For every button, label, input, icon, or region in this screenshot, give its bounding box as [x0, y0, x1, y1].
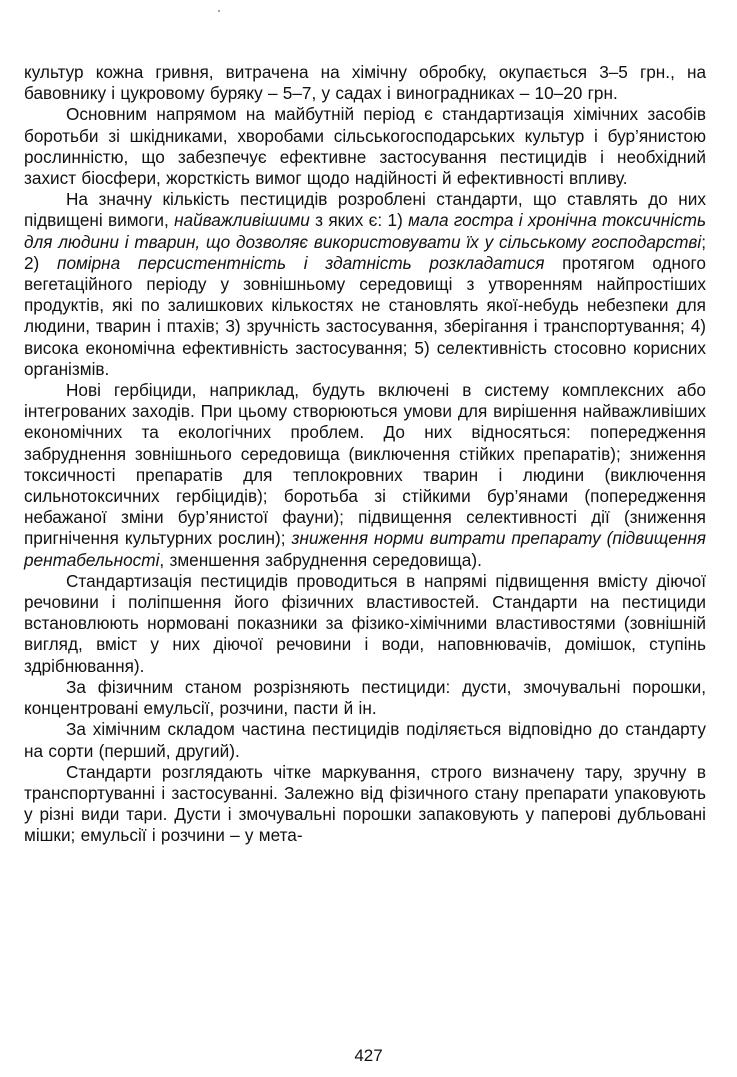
- text-run: Нові гербіциди, наприклад, будуть включені в систему комплексних або інтегрованих заходів. При цьому створюються умови для вирішення найважливіших економічних та екологічних проблем. До них відносяться: попередження забруднення зовнішнього середовища (виключення стійких препаратів); зниження токсичності препаратів для теплокровних тварин і людини (виключення сильнотоксичних гербіцидів); боротьба зі стійкими бур’янами (попередження небажаної зміни бур’янистої фауни); підвищення селективності дії (зниження пригнічення культурних рослин);: [24, 380, 706, 549]
- text-run: Основним напрямом на майбутній період є стандартизація хімічних засобів боротьби зі шкідниками, хворобами сільськогосподарських культур і бур’янистою рослинністю, що забезпечує ефективне застосування пестицидів і необхідний захист біосфери, жорсткість вимог щодо надійності й ефективності впливу.: [24, 104, 706, 189]
- paragraph: [24, 189, 706, 380]
- text-run: За хімічним складом частина пестицидів поділяється відповідно до стандарту на сорти (перший, другий).: [24, 719, 706, 761]
- paragraph: [24, 380, 706, 571]
- italic-text: зниження норми витрати препарату (підвищення рентабельності: [24, 528, 706, 570]
- italic-text: помірна персистентність і здатність розкладатися: [56, 252, 545, 273]
- paragraph: [24, 762, 706, 847]
- text-run: , зменшення забруднення середовища).: [159, 549, 482, 570]
- scan-speck: [218, 10, 220, 12]
- page-number: 427: [354, 1046, 383, 1065]
- paragraph: [24, 719, 706, 761]
- text-run: культур кожна гривня, витрачена на хімічну обробку, окупається 3–5 грн., на бавовнику і цукровому буряку – 5–7, у садах і виноградниках – 10–20 грн.: [24, 62, 706, 104]
- text-run: Стандарти розглядають чітке маркування, строго визначену тару, зручну в транспортуванні і застосуванні. Залежно від фізичного стану препарати упаковують у різні види тари. Дусти і змочувальні порошки запаковують у паперові дубльовані мішки; емульсії і розчини – у мета-: [24, 761, 706, 846]
- text-run: На значну кількість пестицидів розроблені стандарти, що ставлять до них підвищені вимоги,: [24, 189, 706, 231]
- text-run: ; 2): [24, 231, 706, 273]
- paragraph: [24, 104, 706, 189]
- text-run: За фізичним станом розрізняють пестициди: дусти, змочувальні порошки, концентровані емульсії, розчини, пасти й ін.: [24, 676, 706, 719]
- italic-text: мала гостра і хронічна токсичність для людини і тварин, що дозволяє використовувати їх у сільському господарстві: [24, 210, 707, 252]
- text-run: Стандартизація пестицидів проводиться в напрямі підвищення вмісту діючої речовини і поліпшення його фізичних властивостей. Стандарти на пестициди встановлюють нормовані показники за фізико-хімічними властивостями (зовнішній вигляд, вміст у них діючої речовини і води, наповнювачів, домішок, ступінь здрібнювання).: [24, 570, 706, 676]
- italic-text: найважливішими: [174, 210, 310, 231]
- text-run: протягом одного вегетаційного періоду у зовнішньому середовищі з утворенням найпростіших продуктів, які по залишкових кількостях не становлять якої-небудь небезпеки для людини, тварин і птахів; 3) зручність застосування, зберігання і транспортування; 4) висока економічна ефективність застосування; 5) селективність стосовно корисних організмів.: [24, 252, 706, 379]
- text-run: з яких є: 1): [309, 210, 409, 231]
- paragraph: [24, 62, 706, 104]
- paragraph: [24, 677, 706, 719]
- paragraph: [24, 571, 706, 677]
- page-body: [24, 62, 706, 847]
